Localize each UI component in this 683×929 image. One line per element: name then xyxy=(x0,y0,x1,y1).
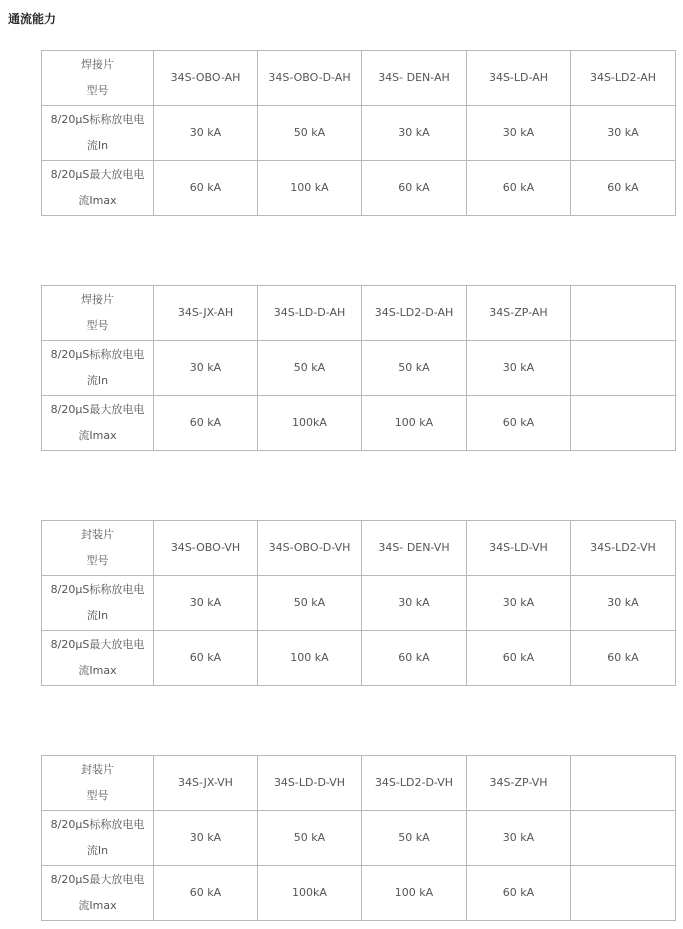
header-model-label: 型号 xyxy=(86,319,109,332)
header-label-cell xyxy=(42,521,154,576)
value-cell: 100 kA xyxy=(258,631,362,686)
value-cell: 100kA xyxy=(258,866,362,921)
table-row xyxy=(42,521,676,576)
header-type-label: 封装片 xyxy=(81,528,114,541)
table-row xyxy=(42,811,676,866)
row-label-line2: 流In xyxy=(86,374,109,387)
value-cell: 50 kA xyxy=(258,811,362,866)
value-cell: 30 kA xyxy=(467,811,571,866)
model-cell: 34S-LD2-VH xyxy=(571,521,676,576)
table-row xyxy=(42,341,676,396)
table-row xyxy=(42,161,676,216)
value-cell: 30 kA xyxy=(362,576,467,631)
row-label-line1: 8/20µS最大放电电 xyxy=(50,873,145,886)
spec-table-solder-1 xyxy=(41,50,676,216)
row-label-line1: 8/20µS标称放电电 xyxy=(50,348,145,361)
row-label-line2: 流Imax xyxy=(78,429,117,442)
table-row xyxy=(42,631,676,686)
value-cell: 30 kA xyxy=(571,106,676,161)
value-cell: 50 kA xyxy=(258,106,362,161)
row-label-line1: 8/20µS最大放电电 xyxy=(50,638,145,651)
model-cell: 34S-OBO-D-AH xyxy=(258,51,362,106)
table-row xyxy=(42,106,676,161)
table-row xyxy=(42,51,676,106)
value-cell: 60 kA xyxy=(467,396,571,451)
table-row xyxy=(42,396,676,451)
header-label-cell xyxy=(42,286,154,341)
value-cell: 30 kA xyxy=(154,576,258,631)
value-cell: 60 kA xyxy=(362,631,467,686)
value-cell: 100 kA xyxy=(362,866,467,921)
row-label-line2: 流In xyxy=(86,139,109,152)
value-cell: 30 kA xyxy=(467,106,571,161)
page-title: 通流能力 xyxy=(8,12,57,26)
value-cell: 30 kA xyxy=(154,106,258,161)
value-cell: 30 kA xyxy=(571,576,676,631)
value-cell: 100kA xyxy=(258,396,362,451)
value-cell: 30 kA xyxy=(467,576,571,631)
header-label-cell xyxy=(42,51,154,106)
table-row xyxy=(42,286,676,341)
model-cell: 34S-LD-D-AH xyxy=(258,286,362,341)
row-label-cell xyxy=(42,866,154,921)
value-cell xyxy=(571,866,676,921)
model-cell: 34S-OBO-D-VH xyxy=(258,521,362,576)
header-model-label: 型号 xyxy=(86,84,109,97)
value-cell xyxy=(571,341,676,396)
value-cell: 60 kA xyxy=(571,161,676,216)
model-cell: 34S-ZP-VH xyxy=(467,756,571,811)
row-label-line1: 8/20µS最大放电电 xyxy=(50,403,145,416)
value-cell: 50 kA xyxy=(362,811,467,866)
value-cell: 60 kA xyxy=(154,396,258,451)
row-label-line1: 8/20µS最大放电电 xyxy=(50,168,145,181)
row-label-line2: 流In xyxy=(86,844,109,857)
row-label-line2: 流Imax xyxy=(78,194,117,207)
value-cell: 50 kA xyxy=(362,341,467,396)
value-cell: 30 kA xyxy=(362,106,467,161)
row-label-line1: 8/20µS标称放电电 xyxy=(50,818,145,831)
model-cell: 34S-ZP-AH xyxy=(467,286,571,341)
row-label-line1: 8/20µS标称放电电 xyxy=(50,583,145,596)
model-cell: 34S-OBO-VH xyxy=(154,521,258,576)
value-cell: 30 kA xyxy=(467,341,571,396)
header-type-label: 封装片 xyxy=(81,763,114,776)
row-label-cell xyxy=(42,396,154,451)
header-type-label: 焊接片 xyxy=(81,293,114,306)
value-cell: 30 kA xyxy=(154,341,258,396)
model-cell: 34S-JX-VH xyxy=(154,756,258,811)
spec-table-package-1 xyxy=(41,520,676,686)
value-cell: 60 kA xyxy=(467,866,571,921)
model-cell: 34S-LD-AH xyxy=(467,51,571,106)
value-cell: 60 kA xyxy=(467,161,571,216)
value-cell: 60 kA xyxy=(362,161,467,216)
model-cell: 34S-JX-AH xyxy=(154,286,258,341)
value-cell: 30 kA xyxy=(154,811,258,866)
value-cell xyxy=(571,396,676,451)
header-model-label: 型号 xyxy=(86,554,109,567)
value-cell: 60 kA xyxy=(154,161,258,216)
model-cell xyxy=(571,756,676,811)
value-cell: 60 kA xyxy=(571,631,676,686)
model-cell: 34S-LD-D-VH xyxy=(258,756,362,811)
value-cell: 60 kA xyxy=(467,631,571,686)
model-cell: 34S-LD2-D-VH xyxy=(362,756,467,811)
row-label-cell xyxy=(42,811,154,866)
row-label-line1: 8/20µS标称放电电 xyxy=(50,113,145,126)
value-cell: 50 kA xyxy=(258,341,362,396)
model-cell: 34S-OBO-AH xyxy=(154,51,258,106)
model-cell xyxy=(571,286,676,341)
model-cell: 34S-LD2-D-AH xyxy=(362,286,467,341)
model-cell: 34S-LD2-AH xyxy=(571,51,676,106)
row-label-line2: 流Imax xyxy=(78,899,117,912)
table-row xyxy=(42,576,676,631)
value-cell: 100 kA xyxy=(258,161,362,216)
value-cell: 100 kA xyxy=(362,396,467,451)
value-cell xyxy=(571,811,676,866)
spec-table-package-2 xyxy=(41,755,676,921)
value-cell: 60 kA xyxy=(154,866,258,921)
table-row xyxy=(42,866,676,921)
row-label-line2: 流Imax xyxy=(78,664,117,677)
header-model-label: 型号 xyxy=(86,789,109,802)
row-label-cell xyxy=(42,161,154,216)
row-label-cell xyxy=(42,341,154,396)
table-row xyxy=(42,756,676,811)
value-cell: 60 kA xyxy=(154,631,258,686)
spec-table-solder-2 xyxy=(41,285,676,451)
row-label-cell xyxy=(42,576,154,631)
header-type-label: 焊接片 xyxy=(81,58,114,71)
header-label-cell xyxy=(42,756,154,811)
model-cell: 34S- DEN-VH xyxy=(362,521,467,576)
model-cell: 34S-LD-VH xyxy=(467,521,571,576)
model-cell: 34S- DEN-AH xyxy=(362,51,467,106)
row-label-line2: 流In xyxy=(86,609,109,622)
row-label-cell xyxy=(42,106,154,161)
value-cell: 50 kA xyxy=(258,576,362,631)
row-label-cell xyxy=(42,631,154,686)
